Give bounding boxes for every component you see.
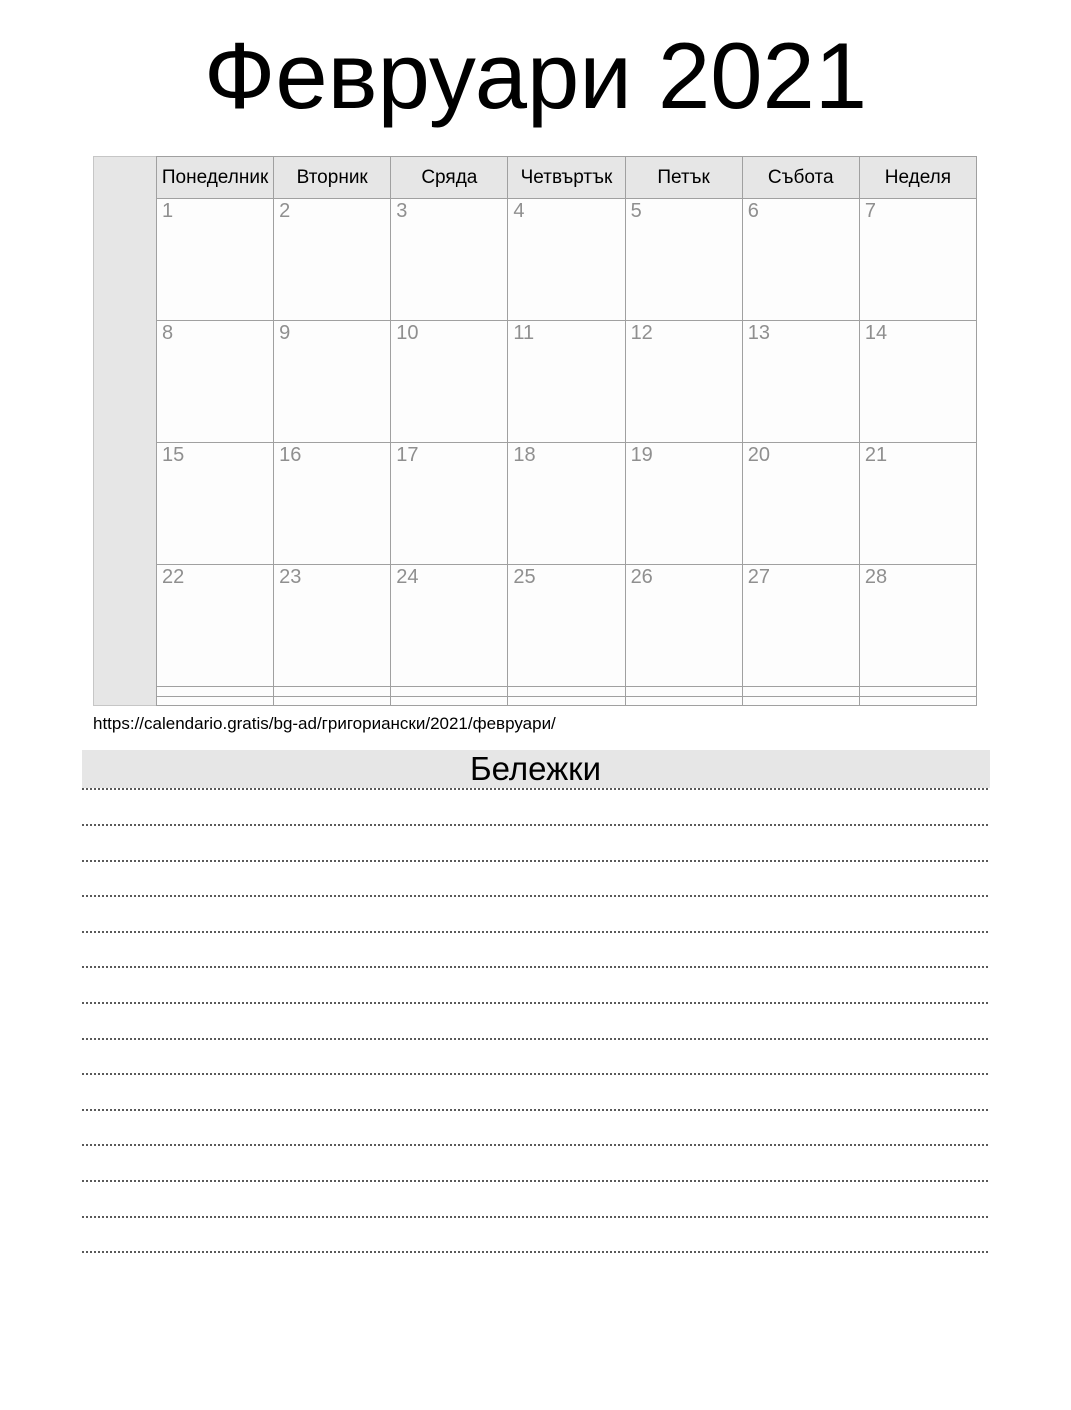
weekday-header: Четвъртък [508, 157, 625, 199]
calendar-body [157, 199, 977, 706]
note-line-rule [82, 1251, 990, 1253]
calendar-day-cell: 8 [157, 321, 274, 443]
calendar-week-row [157, 696, 977, 706]
calendar-week-row [157, 321, 977, 443]
note-line [82, 1182, 990, 1218]
calendar-week-row [157, 565, 977, 687]
note-line [82, 1040, 990, 1076]
calendar-day-cell [508, 686, 625, 696]
note-line [82, 933, 990, 969]
weekday-header-row [157, 157, 977, 199]
notes-lines [82, 790, 990, 1253]
calendar-left-strip [93, 156, 156, 706]
weekday-header: Петък [625, 157, 742, 199]
calendar-day-cell [859, 686, 976, 696]
calendar-week-row [157, 686, 977, 696]
weekday-header: Неделя [859, 157, 976, 199]
calendar-day-cell [274, 686, 391, 696]
calendar-day-cell: 16 [274, 443, 391, 565]
calendar-day-cell [157, 686, 274, 696]
calendar-day-cell: 3 [391, 199, 508, 321]
calendar-day-cell: 22 [157, 565, 274, 687]
calendar-day-cell: 15 [157, 443, 274, 565]
calendar-day-cell: 10 [391, 321, 508, 443]
calendar-day-cell: 11 [508, 321, 625, 443]
calendar-day-cell: 1 [157, 199, 274, 321]
calendar-day-cell: 26 [625, 565, 742, 687]
note-line [82, 968, 990, 1004]
calendar-day-cell: 12 [625, 321, 742, 443]
calendar-day-cell: 19 [625, 443, 742, 565]
note-line [82, 826, 990, 862]
calendar-day-cell: 6 [742, 199, 859, 321]
calendar-day-cell: 24 [391, 565, 508, 687]
calendar-day-cell: 17 [391, 443, 508, 565]
source-url: https://calendario.gratis/bg-ad/григориански/2021/февруари/ [93, 714, 556, 734]
note-line [82, 1146, 990, 1182]
page-title: Февруари 2021 [203, 23, 868, 128]
calendar-day-cell [625, 686, 742, 696]
calendar-day-cell: 28 [859, 565, 976, 687]
calendar-day-cell: 5 [625, 199, 742, 321]
calendar-day-cell [625, 696, 742, 706]
calendar-weekday-header-row [157, 157, 977, 199]
calendar-day-cell: 18 [508, 443, 625, 565]
weekday-header: Вторник [274, 157, 391, 199]
note-line [82, 897, 990, 933]
calendar-day-cell: 25 [508, 565, 625, 687]
calendar-day-cell: 27 [742, 565, 859, 687]
calendar-day-cell: 4 [508, 199, 625, 321]
calendar-table [156, 156, 977, 706]
calendar-day-cell: 23 [274, 565, 391, 687]
calendar-day-cell [391, 686, 508, 696]
calendar [93, 156, 978, 706]
calendar-week-row [157, 199, 977, 321]
calendar-day-cell [391, 696, 508, 706]
note-line [82, 790, 990, 826]
note-line [82, 1075, 990, 1111]
weekday-header: Понеделник [157, 157, 274, 199]
calendar-day-cell: 13 [742, 321, 859, 443]
calendar-day-cell [742, 696, 859, 706]
calendar-day-cell: 20 [742, 443, 859, 565]
calendar-day-cell: 7 [859, 199, 976, 321]
calendar-day-cell [157, 696, 274, 706]
notes-section [82, 750, 990, 1253]
calendar-day-cell [742, 686, 859, 696]
note-line [82, 1004, 990, 1040]
calendar-day-cell [859, 696, 976, 706]
calendar-day-cell [508, 696, 625, 706]
calendar-day-cell: 9 [274, 321, 391, 443]
note-line [82, 862, 990, 898]
calendar-day-cell: 21 [859, 443, 976, 565]
weekday-header: Сряда [391, 157, 508, 199]
calendar-day-cell [274, 696, 391, 706]
notes-title: Бележки [82, 750, 990, 788]
calendar-day-cell: 2 [274, 199, 391, 321]
note-line [82, 1218, 990, 1254]
calendar-day-cell: 14 [859, 321, 976, 443]
weekday-header: Събота [742, 157, 859, 199]
note-line [82, 1111, 990, 1147]
calendar-week-row [157, 443, 977, 565]
